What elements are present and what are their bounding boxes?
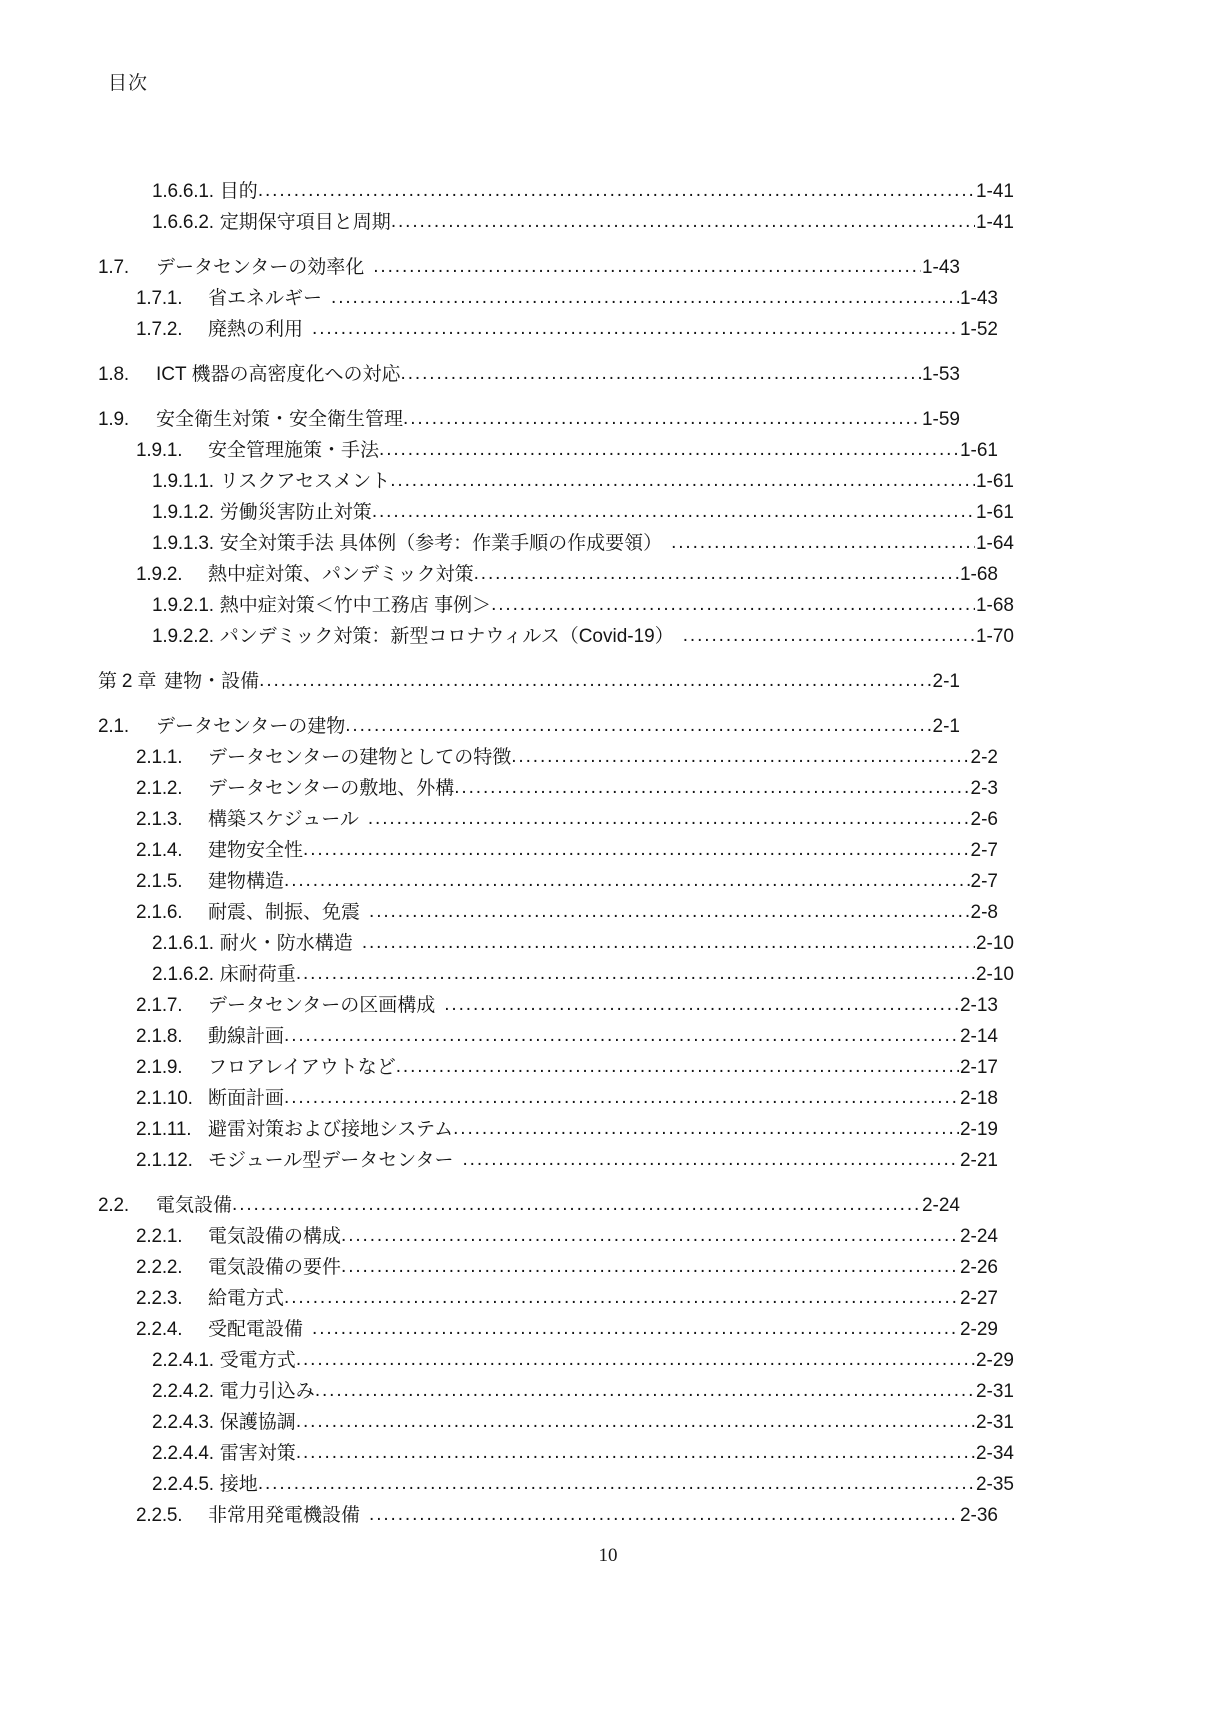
toc-entry-number: 1.9.2.2.: [152, 626, 214, 646]
toc-entry-number: 2.1.6.2.: [152, 964, 214, 984]
toc-dot-leader: [396, 1058, 959, 1077]
toc-entry-title: 安全衛生対策・安全衛生管理: [156, 409, 404, 429]
toc-dot-leader: [284, 872, 970, 891]
toc-entry-page-number: 1-52: [959, 319, 998, 339]
toc-entry[interactable]: [98, 1432, 1014, 1463]
toc-entry[interactable]: [98, 170, 1014, 201]
toc-entry[interactable]: [98, 660, 960, 691]
toc-entry-number: 1.9.2.1.: [152, 595, 214, 615]
toc-entry-number: 2.2.4.1.: [152, 1350, 214, 1370]
toc-entry[interactable]: [98, 522, 1014, 553]
toc-entry-page-number: 1-53: [921, 364, 960, 384]
toc-dot-leader: [390, 472, 975, 491]
toc-entry-number: 2.2.5.: [136, 1505, 183, 1525]
table-of-contents: [98, 170, 1014, 1525]
toc-entry-number: 2.1.12.: [136, 1150, 193, 1170]
toc-entry-title: 電力引込み: [219, 1381, 315, 1401]
toc-entry[interactable]: [98, 615, 1014, 646]
toc-dot-leader: [312, 1320, 959, 1339]
toc-entry-page-number: 1-70: [975, 626, 1014, 646]
toc-entry-title: 安全対策手法 具体例（参考：作業手順の作成要領）: [219, 533, 663, 553]
toc-entry-title: 電気設備の構成: [208, 1226, 342, 1246]
toc-entry-page-number: 2-36: [959, 1505, 998, 1525]
toc-entry[interactable]: [98, 398, 960, 429]
page-footer-number: 10: [598, 1545, 618, 1566]
toc-entry[interactable]: [98, 984, 998, 1015]
toc-entry-title: 建物構造: [208, 871, 285, 891]
toc-dot-leader: [368, 810, 970, 829]
toc-entry-number: 2.1.2.: [136, 778, 183, 798]
toc-entry[interactable]: [98, 736, 998, 767]
toc-entry[interactable]: [98, 246, 960, 277]
toc-entry-number: 1.7.2.: [136, 319, 183, 339]
toc-entry-page-number: 2-27: [959, 1288, 998, 1308]
toc-entry[interactable]: [98, 1215, 998, 1246]
toc-entry-number: 2.2.4.5.: [152, 1474, 214, 1494]
toc-entry-page-number: 2-35: [975, 1474, 1014, 1494]
toc-dot-leader: [296, 1444, 975, 1463]
toc-entry[interactable]: [98, 1184, 960, 1215]
toc-entry[interactable]: [98, 705, 960, 736]
toc-entry[interactable]: [98, 953, 1014, 984]
toc-entry-title: 廃熱の利用: [208, 319, 304, 339]
toc-entry[interactable]: [98, 1077, 998, 1108]
toc-entry-number: 1.9.1.2.: [152, 502, 214, 522]
toc-entry-title: 熱中症対策、パンデミック対策: [208, 564, 474, 584]
toc-dot-leader: [296, 1351, 975, 1370]
toc-entry-number: 2.2.1.: [136, 1226, 183, 1246]
toc-entry-number: 1.9.2.: [136, 564, 183, 584]
toc-entry-title: 受配電設備: [208, 1319, 304, 1339]
toc-entry-title: 非常用発電機設備: [208, 1505, 361, 1525]
toc-entry[interactable]: [98, 860, 998, 891]
toc-entry[interactable]: [98, 429, 998, 460]
toc-entry-number: 2.2.4.3.: [152, 1412, 214, 1432]
toc-dot-leader: [312, 320, 959, 339]
toc-entry-page-number: 2-31: [975, 1381, 1014, 1401]
toc-entry-page-number: 2-29: [975, 1350, 1014, 1370]
toc-entry-number: 1.6.6.2.: [152, 212, 214, 232]
toc-entry-page-number: 2-14: [959, 1026, 998, 1046]
toc-entry-title: データセンターの建物としての特徴: [208, 747, 512, 767]
toc-entry[interactable]: [98, 1370, 1014, 1401]
toc-entry-title: 受電方式: [219, 1350, 296, 1370]
toc-entry[interactable]: [98, 798, 998, 829]
toc-entry-page-number: 2-24: [921, 1195, 960, 1215]
toc-entry-number: 1.7.1.: [136, 288, 183, 308]
toc-entry-number: 2.1.4.: [136, 840, 183, 860]
toc-entry-number: 2.1.6.: [136, 902, 183, 922]
toc-entry-number: 2.1.11.: [136, 1119, 192, 1139]
toc-entry[interactable]: [98, 829, 998, 860]
toc-entry-number: 第 2 章: [98, 671, 157, 691]
toc-entry-number: 1.9.1.3.: [152, 533, 214, 553]
toc-entry-page-number: 2-7: [970, 840, 998, 860]
toc-entry-title: 構築スケジュール: [208, 809, 359, 829]
toc-entry-title: 電気設備の要件: [208, 1257, 342, 1277]
toc-entry[interactable]: [98, 1108, 998, 1139]
toc-dot-leader: [362, 934, 975, 953]
toc-entry-page-number: 2-18: [959, 1088, 998, 1108]
toc-dot-leader: [403, 410, 921, 429]
toc-entry-page-number: 1-43: [959, 288, 998, 308]
toc-entry-title: 電気設備: [156, 1195, 233, 1215]
toc-entry-title: 給電方式: [208, 1288, 285, 1308]
toc-dot-leader: [462, 1151, 958, 1170]
toc-entry-title: 熱中症対策＜竹中工務店 事例＞: [219, 595, 492, 615]
toc-dot-leader: [341, 1258, 959, 1277]
toc-entry-title: 避雷対策および接地システム: [208, 1119, 454, 1139]
toc-entry-page-number: 2-34: [975, 1443, 1014, 1463]
toc-entry-number: 2.1.10.: [136, 1088, 193, 1108]
toc-entry-number: 1.6.6.1.: [152, 181, 214, 201]
toc-dot-leader: [379, 441, 959, 460]
toc-entry-page-number: 1-61: [975, 471, 1014, 491]
toc-entry-page-number: 2-10: [975, 933, 1014, 953]
toc-entry[interactable]: [98, 201, 1014, 232]
toc-dot-leader: [303, 841, 970, 860]
toc-entry-page-number: 1-61: [959, 440, 998, 460]
toc-entry-title: 床耐荷重: [219, 964, 296, 984]
toc-dot-leader: [345, 717, 931, 736]
toc-entry[interactable]: [98, 1494, 998, 1525]
toc-entry-page-number: 2-3: [970, 778, 998, 798]
toc-dot-leader: [683, 627, 975, 646]
toc-entry-title: 省エネルギー: [208, 288, 323, 308]
toc-dot-leader: [258, 1475, 975, 1494]
toc-dot-leader: [315, 1382, 975, 1401]
toc-entry-number: 2.2.4.: [136, 1319, 183, 1339]
toc-dot-leader: [511, 748, 969, 767]
toc-entry-title: ICT 機器の高密度化への対応: [156, 364, 401, 384]
toc-dot-leader: [258, 182, 975, 201]
toc-dot-leader: [284, 1027, 959, 1046]
toc-entry-title: データセンターの建物: [156, 716, 346, 736]
toc-dot-leader: [373, 258, 921, 277]
toc-entry-title: 労働災害防止対策: [219, 502, 372, 522]
toc-entry-title: 雷害対策: [219, 1443, 296, 1463]
toc-entry-number: 2.1.1.: [136, 747, 183, 767]
page-header-label: 目次: [108, 73, 149, 94]
toc-entry-page-number: 2-24: [959, 1226, 998, 1246]
toc-entry[interactable]: [98, 891, 998, 922]
toc-entry[interactable]: [98, 277, 998, 308]
toc-dot-leader: [444, 996, 959, 1015]
toc-entry-title: フロアレイアウトなど: [208, 1057, 396, 1077]
toc-entry-title: 耐火・防水構造: [219, 933, 353, 953]
toc-entry-page-number: 1-68: [975, 595, 1014, 615]
toc-entry-number: 1.9.1.: [136, 440, 183, 460]
toc-entry-title: データセンターの区画構成: [208, 995, 436, 1015]
toc-dot-leader: [372, 503, 975, 522]
toc-entry-page-number: 2-2: [970, 747, 998, 767]
toc-entry-page-number: 1-41: [975, 212, 1014, 232]
toc-entry-page-number: 1-68: [959, 564, 998, 584]
toc-entry[interactable]: [98, 1308, 998, 1339]
toc-dot-leader: [341, 1227, 959, 1246]
toc-entry-title: リスクアセスメント: [219, 471, 391, 491]
toc-entry[interactable]: [98, 767, 998, 798]
toc-entry-title: データセンターの敷地、外構: [208, 778, 455, 798]
toc-entry-title: 断面計画: [208, 1088, 285, 1108]
toc-entry-page-number: 2-8: [970, 902, 998, 922]
toc-entry-number: 2.2.: [98, 1195, 129, 1215]
toc-entry-title: 耐震、制振、免震: [208, 902, 361, 922]
toc-entry-title: モジュール型データセンター: [208, 1150, 454, 1170]
toc-entry[interactable]: [98, 1401, 1014, 1432]
toc-entry[interactable]: [98, 553, 998, 584]
toc-entry-number: 2.1.9.: [136, 1057, 183, 1077]
toc-entry-page-number: 2-31: [975, 1412, 1014, 1432]
toc-entry-number: 2.1.: [98, 716, 129, 736]
toc-dot-leader: [453, 1120, 959, 1139]
toc-entry-number: 2.2.3.: [136, 1288, 183, 1308]
toc-entry-page-number: 2-6: [970, 809, 998, 829]
toc-entry-page-number: 1-41: [975, 181, 1014, 201]
toc-entry[interactable]: [98, 1463, 1014, 1494]
toc-entry-page-number: 2-29: [959, 1319, 998, 1339]
toc-entry-page-number: 2-13: [959, 995, 998, 1015]
toc-entry-page-number: 2-10: [975, 964, 1014, 984]
toc-dot-leader: [474, 565, 959, 584]
toc-entry-title: 安全管理施策・手法: [208, 440, 380, 460]
toc-dot-leader: [232, 1196, 921, 1215]
toc-dot-leader: [369, 1506, 959, 1525]
toc-entry[interactable]: [98, 1015, 998, 1046]
toc-entry[interactable]: [98, 491, 1014, 522]
toc-entry-page-number: 2-19: [959, 1119, 998, 1139]
toc-dot-leader: [401, 365, 921, 384]
toc-entry[interactable]: [98, 922, 1014, 953]
toc-entry[interactable]: [98, 1277, 998, 1308]
toc-entry-number: 2.1.6.1.: [152, 933, 214, 953]
toc-entry-page-number: 1-61: [975, 502, 1014, 522]
toc-dot-leader: [391, 213, 975, 232]
toc-dot-leader: [454, 779, 969, 798]
toc-entry-title: 定期保守項目と周期: [219, 212, 391, 232]
toc-entry-number: 2.2.4.2.: [152, 1381, 214, 1401]
toc-entry[interactable]: [98, 1139, 998, 1170]
toc-dot-leader: [331, 289, 959, 308]
toc-entry[interactable]: [98, 1339, 1014, 1370]
toc-entry-number: 2.1.8.: [136, 1026, 183, 1046]
toc-dot-leader: [491, 596, 975, 615]
toc-entry[interactable]: [98, 1046, 998, 1077]
toc-entry-title: 保護協調: [219, 1412, 296, 1432]
toc-entry-page-number: 2-1: [932, 716, 960, 736]
toc-entry[interactable]: [98, 584, 1014, 615]
toc-entry-title: 目的: [219, 181, 258, 201]
toc-entry-title: 建物・設備: [164, 671, 260, 691]
toc-entry-page-number: 2-7: [970, 871, 998, 891]
toc-entry[interactable]: [98, 353, 960, 384]
toc-entry[interactable]: [98, 460, 1014, 491]
toc-entry-page-number: 1-43: [921, 257, 960, 277]
toc-dot-leader: [259, 672, 931, 691]
toc-dot-leader: [369, 903, 970, 922]
toc-entry-number: 2.2.4.4.: [152, 1443, 214, 1463]
toc-entry-page-number: 2-26: [959, 1257, 998, 1277]
toc-entry-page-number: 2-1: [932, 671, 960, 691]
toc-entry-page-number: 1-64: [975, 533, 1014, 553]
toc-entry-number: 2.2.2.: [136, 1257, 183, 1277]
toc-entry-number: 1.8.: [98, 364, 129, 384]
toc-entry-number: 2.1.3.: [136, 809, 183, 829]
toc-entry-title: パンデミック対策：新型コロナウィルス（Covid-19）: [219, 626, 674, 646]
toc-entry-number: 2.1.7.: [136, 995, 183, 1015]
toc-entry-number: 1.7.: [98, 257, 129, 277]
toc-entry-title: 接地: [219, 1474, 258, 1494]
toc-entry-page-number: 2-21: [959, 1150, 998, 1170]
toc-entry-title: 動線計画: [208, 1026, 285, 1046]
toc-dot-leader: [671, 534, 975, 553]
toc-dot-leader: [284, 1289, 959, 1308]
toc-entry-page-number: 1-59: [921, 409, 960, 429]
toc-entry[interactable]: [98, 308, 998, 339]
toc-dot-leader: [284, 1089, 959, 1108]
toc-entry-title: データセンターの効率化: [156, 257, 365, 277]
toc-dot-leader: [296, 1413, 975, 1432]
toc-entry[interactable]: [98, 1246, 998, 1277]
toc-entry-page-number: 2-17: [959, 1057, 998, 1077]
toc-entry-title: 建物安全性: [208, 840, 304, 860]
toc-entry-number: 1.9.1.1.: [152, 471, 214, 491]
toc-dot-leader: [296, 965, 975, 984]
toc-entry-number: 1.9.: [98, 409, 129, 429]
toc-entry-number: 2.1.5.: [136, 871, 183, 891]
